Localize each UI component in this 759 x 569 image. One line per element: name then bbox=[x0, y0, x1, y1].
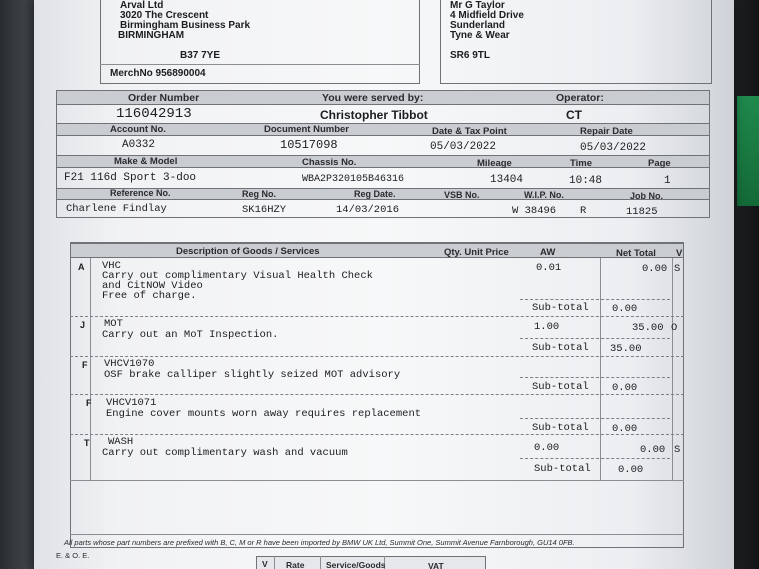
customer-line-4: Tyne & Wear bbox=[450, 30, 510, 41]
item-line: OSF brake calliper slightly seized MOT advisory bbox=[104, 369, 401, 381]
document-number-label: Document Number bbox=[264, 124, 349, 135]
item-line: Engine cover mounts worn away requires replacement bbox=[106, 408, 422, 420]
item-vat-code: S bbox=[674, 444, 681, 456]
item-code: F bbox=[82, 360, 88, 370]
item-vat-code: S bbox=[674, 263, 681, 275]
description-header: Description of Goods / Services bbox=[176, 246, 320, 257]
subtotal-rule bbox=[520, 458, 670, 459]
v-header: V bbox=[676, 248, 683, 259]
item-code: F bbox=[86, 398, 92, 408]
make-model-label: Make & Model bbox=[114, 156, 178, 167]
item-qty: 0.01 bbox=[536, 262, 562, 274]
reg-no: SK16HZY bbox=[242, 204, 287, 216]
subtotal-rule bbox=[520, 377, 670, 378]
item-net: 0.00 bbox=[640, 444, 666, 456]
net-column-divider bbox=[672, 258, 673, 480]
item-title: WASH bbox=[108, 436, 134, 448]
item-line: Carry out complimentary wash and vacuum bbox=[102, 447, 348, 459]
chassis-label: Chassis No. bbox=[302, 157, 357, 168]
merchant-line-1: Arval Ltd bbox=[120, 0, 164, 11]
item-separator bbox=[70, 434, 684, 435]
account-no-label: Account No. bbox=[110, 124, 166, 135]
items-header-bar bbox=[70, 243, 684, 258]
vat-divider bbox=[274, 556, 275, 569]
aw-header: AW bbox=[540, 247, 556, 258]
vsb-label: VSB No. bbox=[444, 190, 480, 200]
reg-date-label: Reg Date. bbox=[354, 189, 396, 199]
reference-no: Charlene Findlay bbox=[66, 203, 167, 215]
subtotal-value: 0.00 bbox=[618, 464, 644, 476]
item-qty: 1.00 bbox=[534, 321, 560, 333]
item-code: J bbox=[80, 320, 86, 330]
code-column-divider bbox=[90, 258, 91, 480]
item-line: and CitNOW Video bbox=[102, 280, 203, 292]
qty-column-divider bbox=[600, 258, 601, 480]
time-label: Time bbox=[570, 158, 593, 169]
net-total-header: Net Total bbox=[616, 248, 656, 259]
merchant-line-4: BIRMINGHAM bbox=[118, 30, 185, 41]
item-qty: 0.00 bbox=[534, 442, 560, 454]
vat-rate-header: Rate bbox=[286, 560, 305, 569]
subtotal-value: 35.00 bbox=[610, 343, 642, 355]
item-vat-code: O bbox=[671, 322, 678, 334]
job-no-label: Job No. bbox=[630, 191, 663, 201]
wip-no: W 38496 bbox=[512, 205, 557, 217]
item-net: 35.00 bbox=[632, 322, 664, 334]
item-separator bbox=[70, 316, 684, 317]
mileage: 13404 bbox=[490, 174, 524, 186]
subtotal-label: Sub-total bbox=[532, 381, 589, 393]
served-by-name: Christopher Tibbot bbox=[320, 108, 428, 122]
merchant-divider bbox=[100, 64, 420, 65]
order-number: 116042913 bbox=[116, 106, 192, 122]
date-tax: 05/03/2022 bbox=[430, 141, 497, 153]
item-title: VHC bbox=[102, 260, 121, 272]
customer-line-3: Sunderland bbox=[450, 20, 506, 31]
vat-service-header: Service/Goods bbox=[326, 560, 386, 569]
time: 10:48 bbox=[569, 175, 603, 187]
qty-price-header: Qty. Unit Price bbox=[444, 247, 509, 258]
date-tax-label: Date & Tax Point bbox=[432, 126, 507, 137]
customer-line-2: 4 Midfield Drive bbox=[450, 10, 524, 21]
errors-omissions: E. & O. E. bbox=[56, 551, 90, 560]
operator-label: Operator: bbox=[556, 92, 604, 104]
footer-rule bbox=[70, 534, 684, 535]
page-label: Page bbox=[648, 158, 671, 169]
subtotal-label: Sub-total bbox=[534, 463, 591, 475]
items-bottom-rule bbox=[70, 480, 684, 481]
subtotal-label: Sub-total bbox=[532, 342, 589, 354]
subtotal-rule bbox=[520, 299, 670, 300]
item-net: 0.00 bbox=[642, 263, 668, 275]
served-by-label: You were served by: bbox=[322, 92, 424, 104]
chassis-number: WBA2P320105B46316 bbox=[302, 174, 405, 185]
merchant-line-2: 3020 The Crescent bbox=[120, 10, 209, 21]
page-number: 1 bbox=[664, 175, 671, 187]
subtotal-label: Sub-total bbox=[532, 302, 589, 314]
item-line: Carry out an MoT Inspection. bbox=[102, 329, 279, 341]
reg-date: 14/03/2016 bbox=[336, 204, 400, 216]
customer-line-1: Mr G Taylor bbox=[450, 0, 505, 11]
subtotal-rule bbox=[520, 418, 670, 419]
merchant-postcode: B37 7YE bbox=[180, 50, 221, 61]
operator-code: CT bbox=[566, 108, 582, 122]
invoice-paper bbox=[34, 0, 734, 569]
item-line: Carry out complimentary Visual Health Check bbox=[102, 270, 373, 282]
item-code: T bbox=[84, 438, 90, 448]
subtotal-value: 0.00 bbox=[612, 423, 638, 435]
vat-divider bbox=[320, 556, 321, 569]
account-no: A0332 bbox=[122, 139, 156, 151]
background-green-object bbox=[737, 96, 759, 206]
subtotal-label: Sub-total bbox=[532, 422, 589, 434]
import-disclaimer: All parts whose part numbers are prefixed with B, C, M or R have been imported by BMW UK Ltd, Summit One, Summit Avenue Farnborough, GU14 0FB. bbox=[64, 538, 575, 547]
item-title: VHCV1070 bbox=[104, 358, 155, 370]
wip-label: W.I.P. No. bbox=[524, 190, 564, 200]
subtotal-value: 0.00 bbox=[612, 303, 638, 315]
document-number: 10517098 bbox=[280, 138, 338, 152]
mileage-label: Mileage bbox=[477, 158, 512, 169]
vat-header: VAT bbox=[428, 561, 444, 569]
order-number-label: Order Number bbox=[128, 92, 200, 104]
item-code: A bbox=[78, 262, 85, 272]
repair-date: 05/03/2022 bbox=[580, 142, 647, 154]
reg-no-label: Reg No. bbox=[242, 189, 277, 199]
merchant-number: MerchNo 956890004 bbox=[110, 68, 206, 79]
item-title: VHCV1071 bbox=[106, 397, 157, 409]
customer-postcode: SR6 9TL bbox=[450, 50, 491, 61]
reference-label: Reference No. bbox=[110, 188, 171, 198]
vat-v-header: V bbox=[262, 559, 268, 569]
job-no: 11825 bbox=[626, 206, 658, 218]
make-model: F21 116d Sport 3-doo bbox=[64, 172, 197, 184]
merchant-line-3: Birmingham Business Park bbox=[120, 20, 251, 31]
subtotal-rule bbox=[520, 338, 670, 339]
item-separator bbox=[70, 394, 684, 395]
wip-suffix: R bbox=[580, 205, 587, 217]
item-title: MOT bbox=[104, 318, 123, 330]
subtotal-value: 0.00 bbox=[612, 382, 638, 394]
item-line: Free of charge. bbox=[102, 290, 197, 302]
item-separator bbox=[70, 356, 684, 357]
repair-date-label: Repair Date bbox=[580, 126, 633, 137]
